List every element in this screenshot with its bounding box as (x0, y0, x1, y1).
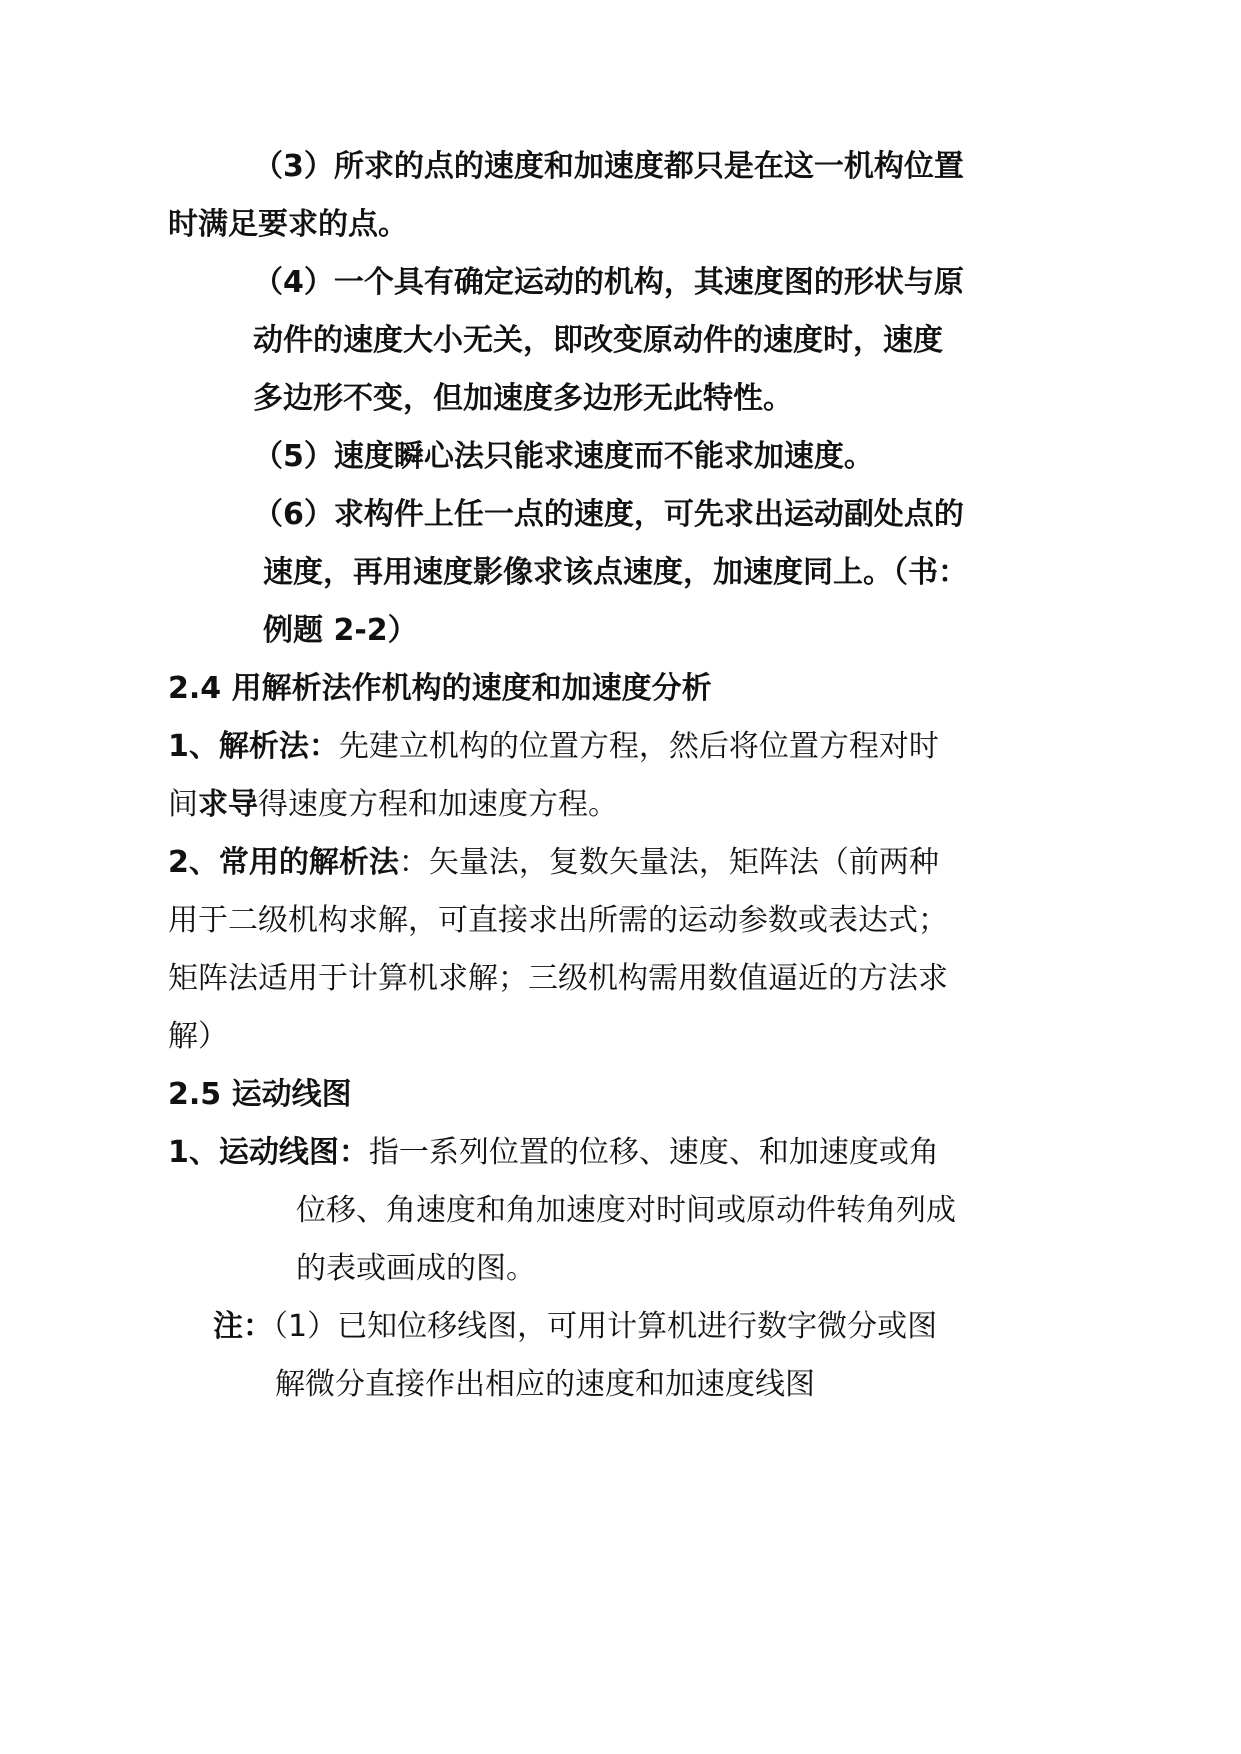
item6-line1: （6）求构件上任一点的速度，可先求出运动副处点的 (253, 497, 964, 532)
common-methods-text1: ：矢量法，复数矢量法，矩阵法（前两种 (398, 845, 939, 880)
item4-line2: 动件的速度大小无关，即改变原动件的速度时，速度 (253, 323, 943, 358)
motion-graph-line1 (168, 1133, 939, 1173)
motion-graph-line3: 的表或画成的图。 (296, 1251, 536, 1286)
section-2-5-heading: 2.5 运动线图 (168, 1077, 352, 1112)
common-methods-line2: 用于二级机构求解，可直接求出所需的运动参数或表达式； (168, 903, 948, 938)
item6-line3: 例题 2-2） (263, 613, 418, 648)
motion-graph-line2: 位移、角速度和角加速度对时间或原动件转角列成 (296, 1193, 956, 1228)
common-methods-line3: 矩阵法适用于计算机求解；三级机构需用数值逼近的方法求 (168, 961, 948, 996)
note-text1: （1）已知位移线图，可用计算机进行数字微分或图 (273, 1309, 938, 1344)
analytic-method-label: 1、解析法： (168, 729, 339, 764)
analytic-method-post2: 得速度方程和加速度方程。 (258, 787, 618, 822)
analytic-method-text1: 先建立机构的位置方程，然后将位置方程对时 (338, 729, 939, 764)
analytic-method-line2 (168, 785, 618, 825)
item4-line1: （4）一个具有确定运动的机构，其速度图的形状与原 (253, 265, 964, 300)
analytic-method-pre2: 间 (168, 787, 198, 822)
section-2-4-heading: 2.4 用解析法作机构的速度和加速度分析 (168, 671, 712, 706)
analytic-method-bold2: 求导 (198, 787, 258, 822)
item5-line: （5）速度瞬心法只能求速度而不能求加速度。 (253, 439, 874, 474)
note-label: 注： (213, 1309, 273, 1344)
item4-line3: 多边形不变，但加速度多边形无此特性。 (253, 381, 793, 416)
item3-line2: 时满足要求的点。 (168, 207, 408, 242)
note-line2: 解微分直接作出相应的速度和加速度线图 (275, 1367, 815, 1402)
item3-line1: （3）所求的点的速度和加速度都只是在这一机构位置 (253, 149, 964, 184)
common-methods-label: 2、常用的解析法 (168, 845, 399, 880)
common-methods-line4: 解） (168, 1019, 228, 1054)
motion-graph-label: 1、运动线图： (168, 1135, 369, 1170)
item6-line2: 速度，再用速度影像求该点速度，加速度同上。（书： (263, 555, 968, 590)
motion-graph-text1: 指一系列位置的位移、速度、和加速度或角 (368, 1135, 939, 1170)
common-methods-line1 (168, 843, 939, 883)
note-line1 (213, 1307, 937, 1347)
analytic-method-line1 (168, 727, 939, 767)
